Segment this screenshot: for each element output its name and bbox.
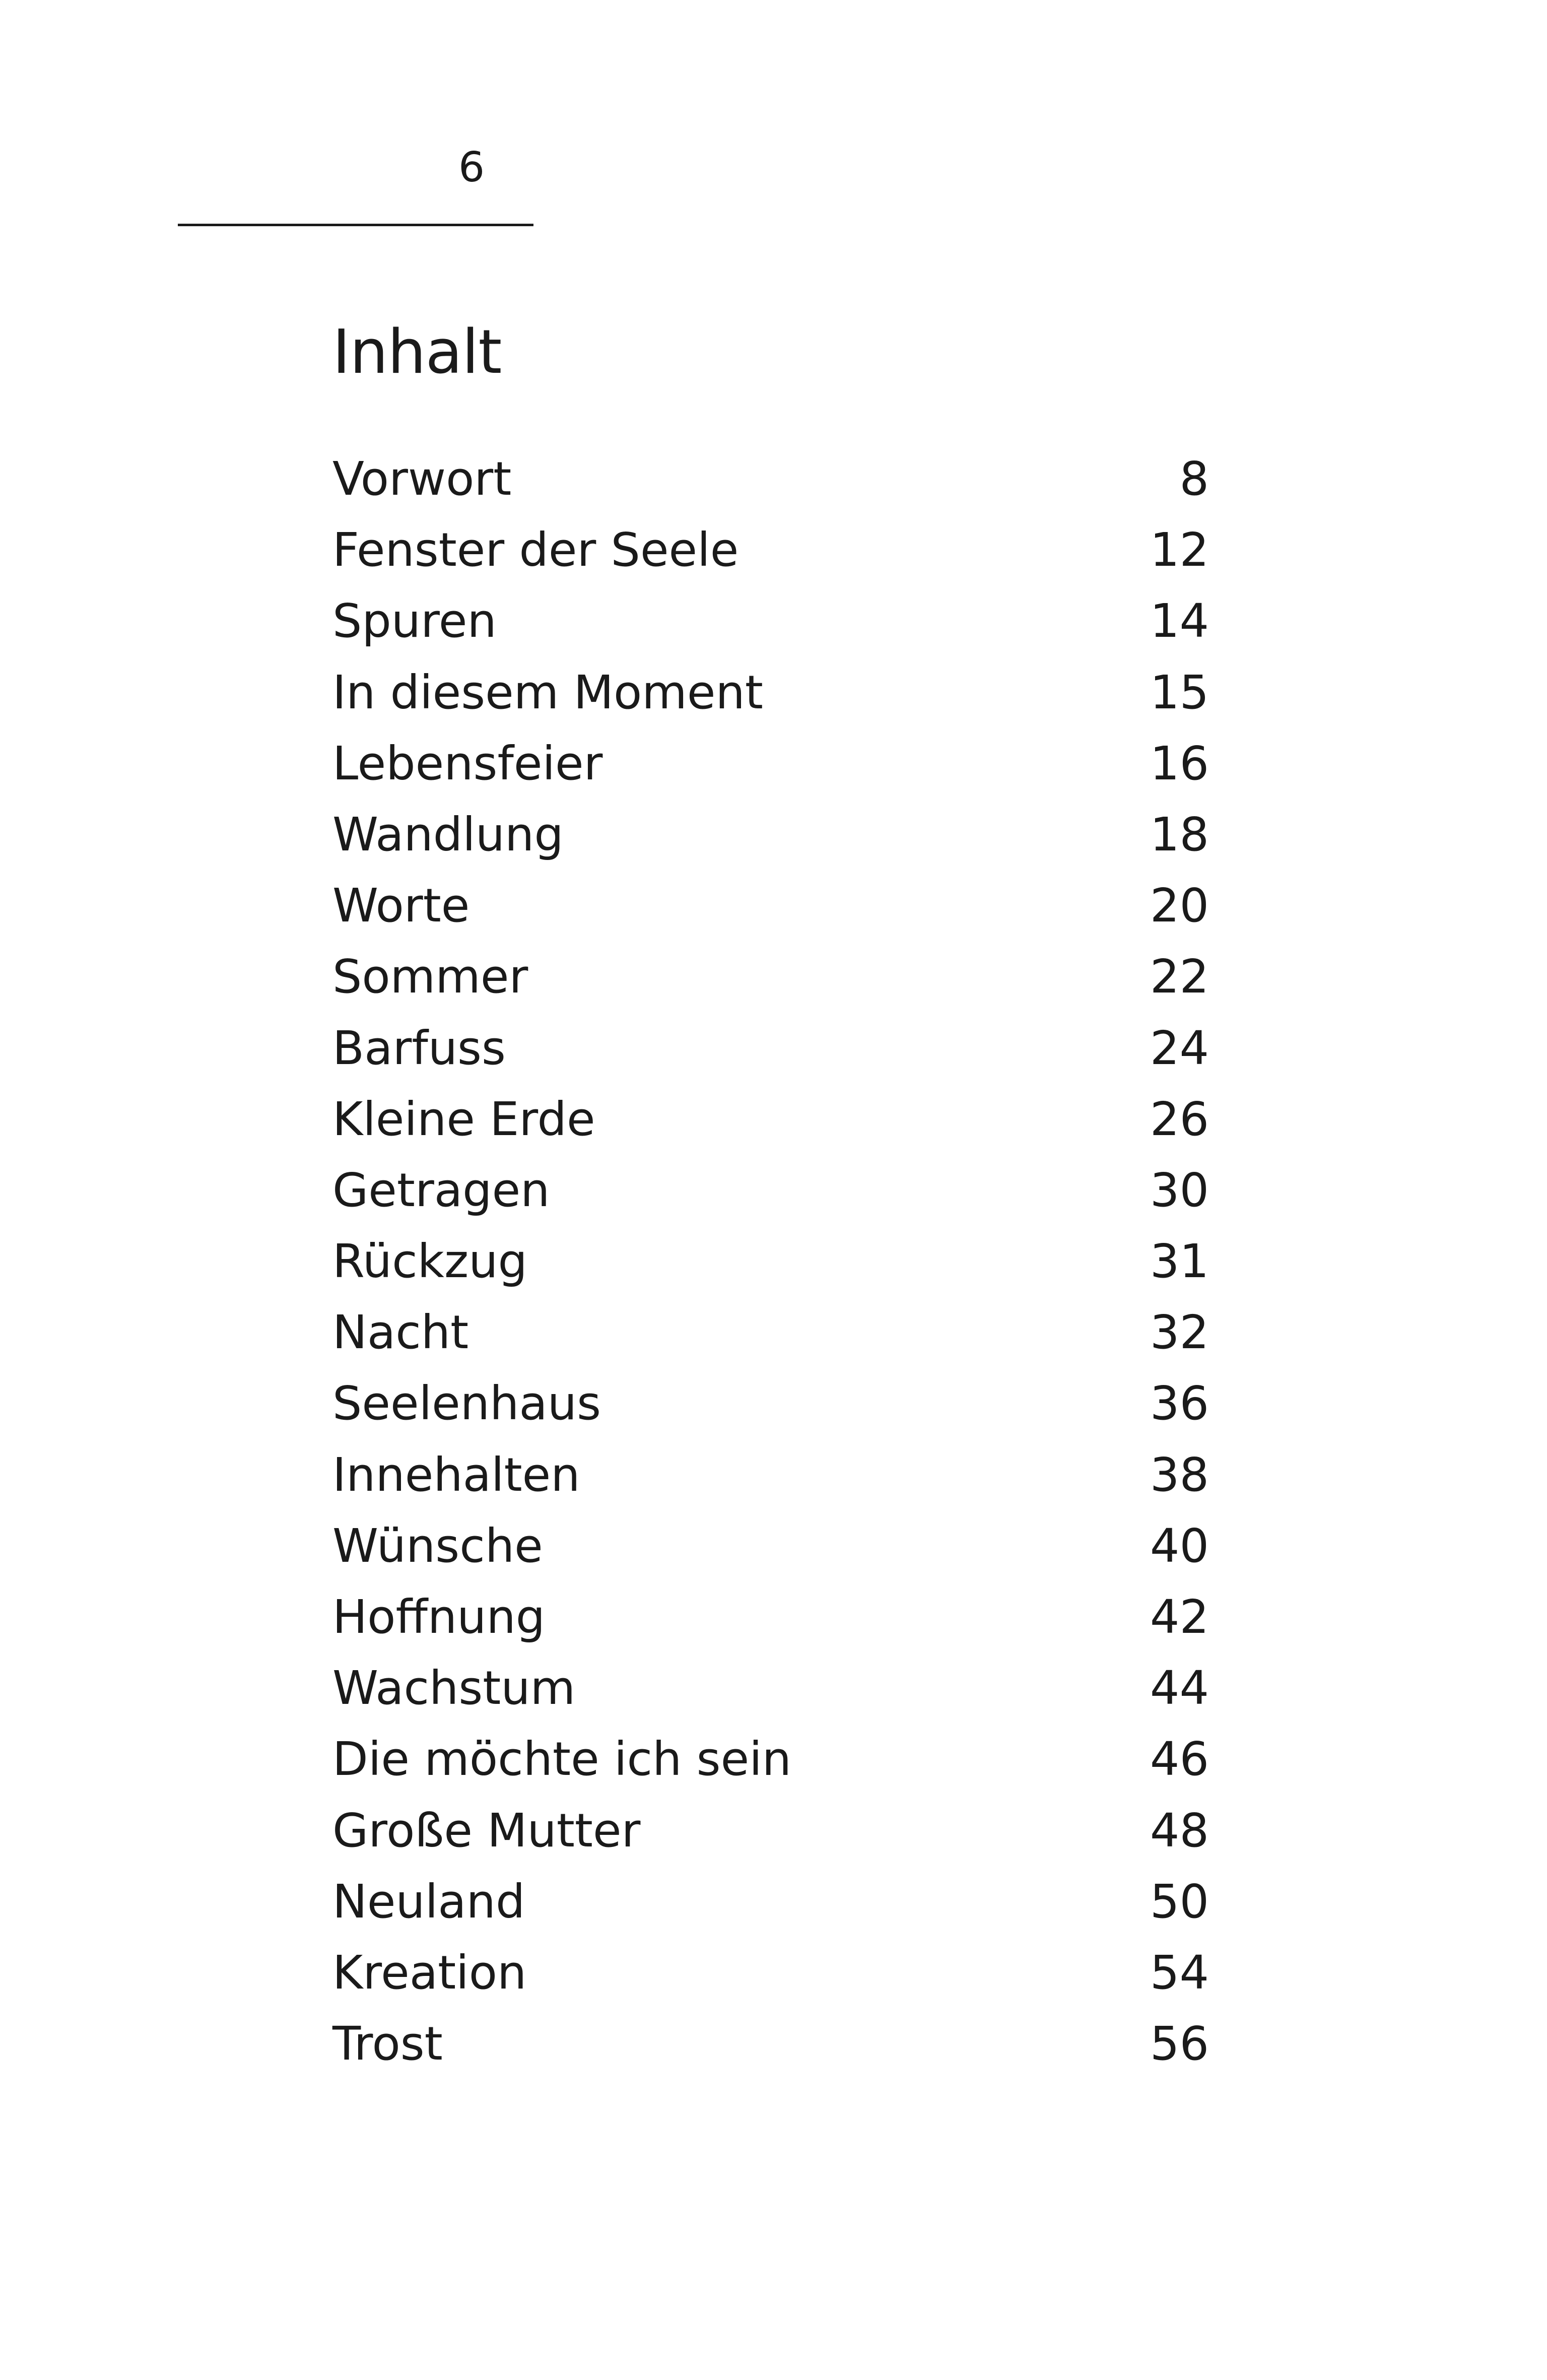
toc-entry-page: 32	[1150, 1305, 1209, 1360]
toc-entry-title: Getragen	[332, 1163, 550, 1217]
toc-entry-page: 44	[1150, 1661, 1209, 1715]
header-rule	[178, 224, 533, 226]
toc-entry	[332, 2017, 1209, 2092]
toc-entry-title: Fenster der Seele	[332, 523, 739, 577]
toc-entry-title: Barfuss	[332, 1021, 506, 1075]
toc-entry-title: Nacht	[332, 1305, 469, 1360]
toc-entry-title: Die möchte ich sein	[332, 1732, 792, 1787]
toc-entry-title: Wandlung	[332, 807, 564, 862]
toc-entry-page: 24	[1150, 1021, 1209, 1075]
toc-entry-page: 18	[1150, 807, 1209, 862]
toc-entry	[332, 1590, 1209, 1665]
toc-entry	[332, 1945, 1209, 2021]
toc-entry	[332, 1803, 1209, 1879]
toc-entry-title: Seelenhaus	[332, 1376, 601, 1431]
toc-entry-title: Trost	[332, 2017, 443, 2071]
page-number: 6	[458, 144, 485, 191]
toc-entry-page: 20	[1150, 879, 1209, 933]
toc-title: Inhalt	[332, 317, 502, 387]
toc-entry	[332, 1305, 1209, 1380]
toc-entry-title: Hoffnung	[332, 1590, 546, 1644]
toc-entry	[332, 665, 1209, 741]
toc-entry-page: 22	[1150, 950, 1209, 1004]
toc-entry-page: 31	[1150, 1234, 1209, 1289]
toc-entry	[332, 950, 1209, 1025]
toc-entry	[332, 1732, 1209, 1807]
toc-entry-page: 50	[1150, 1874, 1209, 1929]
toc-entry	[332, 452, 1209, 527]
toc-entry-page: 26	[1150, 1092, 1209, 1146]
toc-entry	[332, 807, 1209, 883]
toc-entry-page: 8	[1179, 452, 1209, 506]
toc-entry-page: 14	[1150, 594, 1209, 648]
toc-entry	[332, 736, 1209, 812]
toc-entry-title: Große Mutter	[332, 1803, 641, 1858]
toc-entry-page: 54	[1150, 1945, 1209, 2000]
toc-entry-title: In diesem Moment	[332, 665, 763, 719]
toc-entry-page: 16	[1150, 736, 1209, 790]
toc-entry-title: Neuland	[332, 1874, 525, 1929]
toc-entry-page: 12	[1150, 523, 1209, 577]
toc-entry-page: 36	[1150, 1376, 1209, 1431]
toc-entry-page: 56	[1150, 2017, 1209, 2071]
toc-entry-title: Worte	[332, 879, 470, 933]
toc-entry-title: Lebensfeier	[332, 736, 603, 790]
toc-entry-page: 40	[1150, 1518, 1209, 1573]
toc-entry	[332, 1021, 1209, 1096]
toc-entry	[332, 1661, 1209, 1736]
toc-entry-title: Wünsche	[332, 1518, 543, 1573]
toc-entry-title: Spuren	[332, 594, 497, 648]
toc-entry-page: 48	[1150, 1803, 1209, 1858]
toc-entry-title: Innehalten	[332, 1447, 580, 1502]
toc-entry-title: Rückzug	[332, 1234, 527, 1289]
toc-entry	[332, 1518, 1209, 1594]
toc-entry	[332, 1092, 1209, 1167]
toc-entry	[332, 523, 1209, 598]
toc-entry	[332, 1163, 1209, 1238]
toc-entry-page: 30	[1150, 1163, 1209, 1217]
toc-entry	[332, 1874, 1209, 1950]
toc-entry	[332, 1234, 1209, 1309]
toc-entry	[332, 1447, 1209, 1523]
toc-entry	[332, 1376, 1209, 1451]
toc-entry-title: Kreation	[332, 1945, 527, 2000]
toc-entry-title: Vorwort	[332, 452, 512, 506]
toc-list	[332, 452, 1209, 2092]
toc-entry-title: Wachstum	[332, 1661, 576, 1715]
toc-entry-title: Sommer	[332, 950, 528, 1004]
toc-entry-title: Kleine Erde	[332, 1092, 595, 1146]
toc-entry	[332, 879, 1209, 954]
toc-entry-page: 42	[1150, 1590, 1209, 1644]
toc-entry-page: 38	[1150, 1447, 1209, 1502]
toc-entry-page: 15	[1150, 665, 1209, 719]
toc-entry	[332, 594, 1209, 669]
toc-entry-page: 46	[1150, 1732, 1209, 1787]
